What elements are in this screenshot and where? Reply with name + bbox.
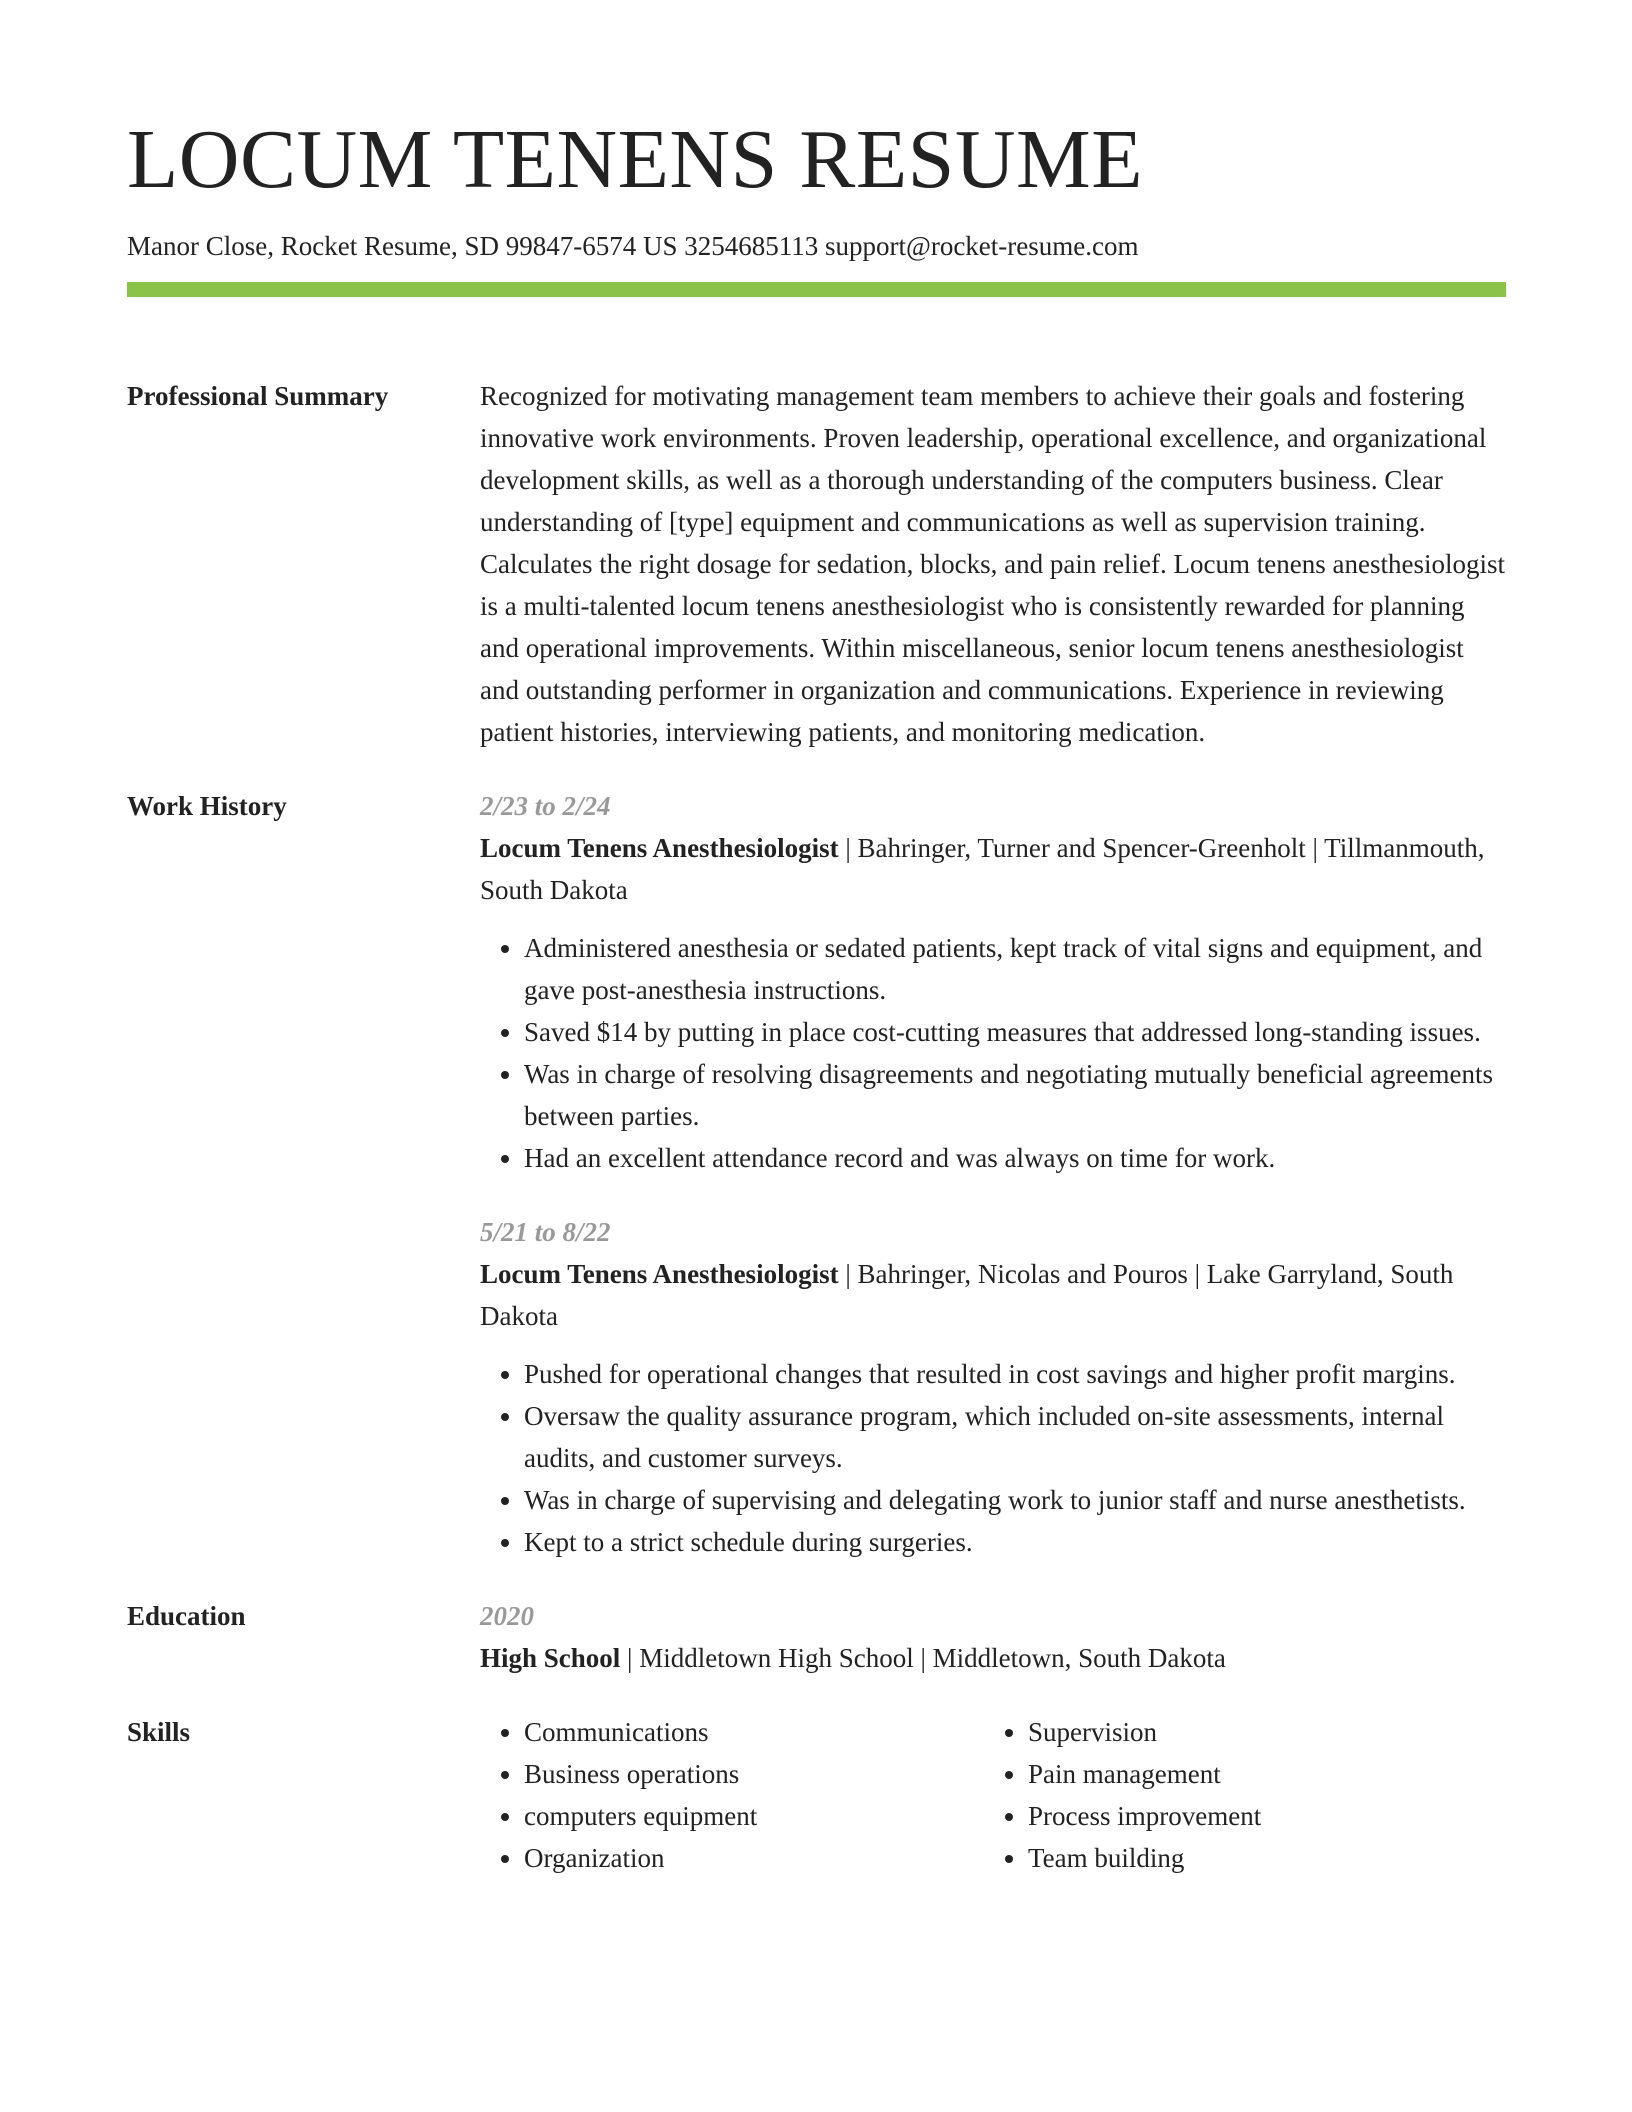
job-details: | Bahringer, Turner and Spencer-Greenholt | Tillmanmouth, South Dakota <box>480 833 1485 906</box>
job-heading <box>480 827 1506 911</box>
job-dates: 2/23 to 2/24 <box>480 791 611 822</box>
education-heading <box>480 1637 1506 1679</box>
list-item: • Oversaw the quality assurance program, which included on-site assessments, internal audits, and customer surveys. <box>524 1395 1506 1479</box>
skill-item: • Organization <box>524 1837 984 1879</box>
skill-item: • Team building <box>1028 1837 1488 1879</box>
education-degree: High School <box>480 1643 621 1674</box>
contact-line: Manor Close, Rocket Resume, SD 99847-6574 US 3254685113 support@rocket-resume.com <box>127 231 1139 261</box>
education-section <box>127 1595 1506 1679</box>
job-heading <box>480 1253 1506 1337</box>
skill-item: • Process improvement <box>1028 1795 1488 1837</box>
summary-text: Recognized for motivating management team members to achieve their goals and fostering innovative work environments. Proven leadership, operational excellence, and organizational development skills, as well as a thorough understanding of the computers business. Clear understanding of [type] equipment and communications as well as supervision training. Calculates the right dosage for sedation, blocks, and pain relief. Locum tenens anesthesiologist is a multi-talented locum tenens anesthesiologist who is consistently rewarded for planning and operational improvements. Within miscellaneous, senior locum tenens anesthesiologist and outstanding performer in organization and communications. Experience in reviewing patient histories, interviewing patients, and monitoring medication. <box>480 381 1505 748</box>
summary-section <box>127 375 1506 753</box>
section-label-work-history: Work History <box>127 791 287 822</box>
job-bullets <box>480 927 1506 1179</box>
job-entry <box>480 785 1506 1179</box>
resume-page <box>127 113 1506 1879</box>
job-details: | Bahringer, Nicolas and Pouros | Lake Garryland, South Dakota <box>480 1259 1454 1332</box>
work-history-section <box>127 785 1506 1563</box>
skills-list-right <box>984 1711 1488 1879</box>
job-dates: 5/21 to 8/22 <box>480 1217 611 1248</box>
skill-item: • Pain management <box>1028 1753 1488 1795</box>
list-item: • Saved $14 by putting in place cost-cutting measures that addressed long-standing issues. <box>524 1011 1506 1053</box>
section-label-education: Education <box>127 1601 246 1632</box>
section-label-skills: Skills <box>127 1717 191 1748</box>
job-title: Locum Tenens Anesthesiologist <box>480 1259 839 1290</box>
list-item: • Pushed for operational changes that resulted in cost savings and higher profit margins. <box>524 1353 1506 1395</box>
education-details: | Middletown High School | Middletown, South Dakota <box>620 1643 1226 1674</box>
job-entry <box>480 1211 1506 1563</box>
skill-item: • Communications <box>524 1711 984 1753</box>
list-item: • Was in charge of resolving disagreements and negotiating mutually beneficial agreements between parties. <box>524 1053 1506 1137</box>
job-bullets <box>480 1353 1506 1563</box>
skill-item: • Supervision <box>1028 1711 1488 1753</box>
list-item: • Was in charge of supervising and delegating work to junior staff and nurse anesthetists. <box>524 1479 1506 1521</box>
resume-title: LOCUM TENENS RESUME <box>127 113 1144 206</box>
job-title: Locum Tenens Anesthesiologist <box>480 833 839 864</box>
skills-section <box>127 1711 1506 1879</box>
skills-list-left <box>480 1711 984 1879</box>
list-item: • Had an excellent attendance record and was always on time for work. <box>524 1137 1506 1179</box>
header-divider <box>127 282 1506 297</box>
list-item: • Administered anesthesia or sedated patients, kept track of vital signs and equipment, and gave post-anesthesia instructions. <box>524 927 1506 1011</box>
section-label-summary: Professional Summary <box>127 381 389 412</box>
skill-item: • computers equipment <box>524 1795 984 1837</box>
list-item: • Kept to a strict schedule during surgeries. <box>524 1521 1506 1563</box>
education-year: 2020 <box>480 1601 534 1632</box>
skill-item: • Business operations <box>524 1753 984 1795</box>
